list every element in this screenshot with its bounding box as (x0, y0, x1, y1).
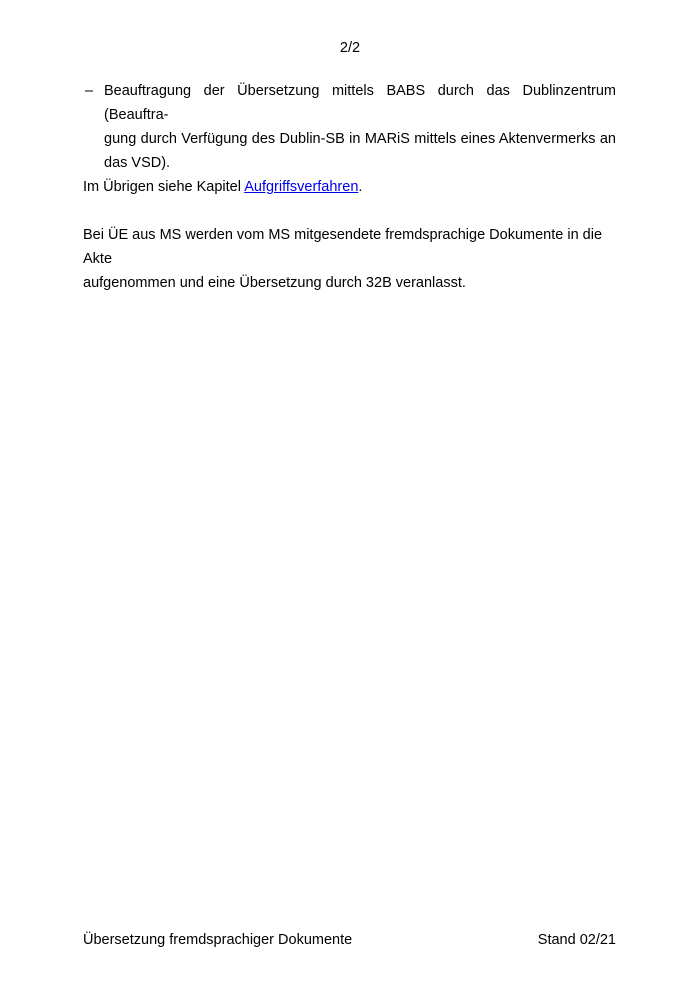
reference-suffix: . (358, 179, 363, 195)
document-body (83, 79, 616, 295)
page-number: 2/2 (339, 40, 361, 56)
footer-status: Stand 02/21 (537, 932, 616, 948)
paragraph-line-2: aufgenommen und eine Übersetzung durch 32B veranlasst. (83, 275, 466, 291)
body-paragraph (83, 223, 616, 295)
reference-prefix: Im Übrigen siehe Kapitel (83, 179, 245, 195)
bullet-line-2: gung durch Verfügung des Dublin-SB in MARiS mittels eines Aktenvermerks an (104, 131, 616, 147)
reference-paragraph (83, 175, 616, 199)
bullet-line-3: das VSD). (104, 155, 171, 171)
bullet-marker: – (85, 83, 94, 99)
bullet-line-1: Beauftragung der Übersetzung mittels BABS durch das Dublinzentrum (Beauftra- (104, 83, 616, 123)
list-item (83, 79, 616, 175)
footer-title: Übersetzung fremdsprachiger Dokumente (83, 932, 353, 948)
page-footer (83, 932, 616, 948)
paragraph-line-1: Bei ÜE aus MS werden vom MS mitgesendete fremdsprachige Dokumente in die Akte (83, 227, 603, 267)
chapter-link-aufgriffsverfahren[interactable]: Aufgriffsverfahren (244, 179, 359, 195)
